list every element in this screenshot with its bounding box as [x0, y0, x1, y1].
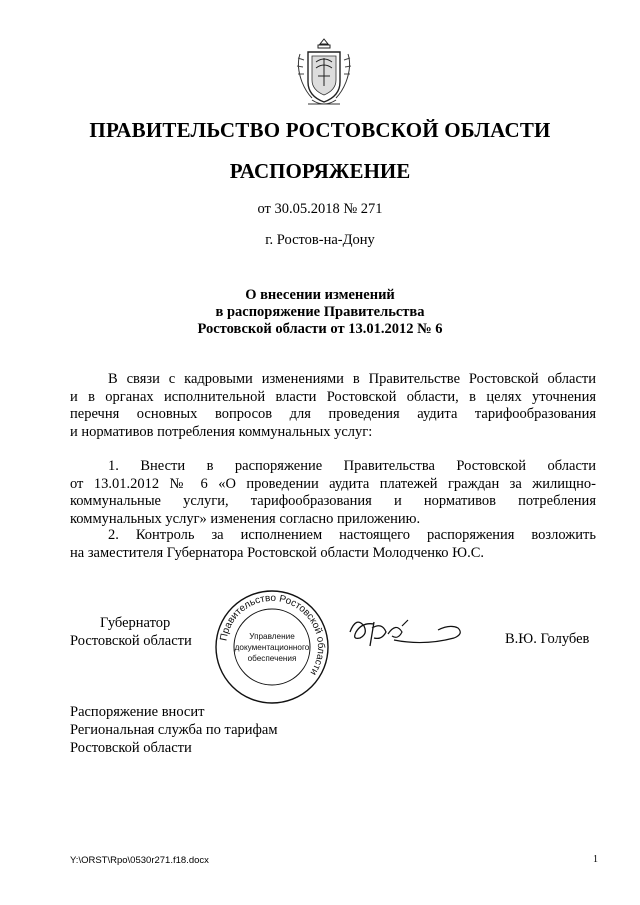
file-path: Y:\ORST\Rpo\0530r271.f18.docx	[70, 855, 209, 866]
document-date-number: от 30.05.2018 № 271	[257, 201, 383, 217]
paragraph-line: коммунальных услуг» изменения согласно приложению.	[70, 510, 421, 527]
subject-line: О внесении изменений	[245, 287, 395, 303]
stamp-center-line: Управление	[249, 632, 295, 641]
organization-title: ПРАВИТЕЛЬСТВО РОСТОВСКОЙ ОБЛАСТИ	[89, 118, 551, 142]
submitted-by-line: Региональная служба по тарифам	[70, 722, 278, 738]
submitted-by-line: Распоряжение вносит	[70, 704, 205, 720]
signer-position-line: Ростовской области	[70, 633, 192, 649]
page-number: 1	[593, 854, 598, 865]
document-subject	[0, 287, 640, 338]
stamp-center-line: документационного	[234, 643, 310, 652]
submitted-by-line: Ростовской области	[70, 740, 192, 756]
paragraph-line: и нормативов потребления коммунальных услуг:	[70, 423, 373, 440]
document-type: РАСПОРЯЖЕНИЕ	[229, 159, 411, 183]
paragraph-line: коммунальные услуги, тарифообразования и нормативов потребления	[70, 493, 596, 510]
paragraph-line: и в органах исполнительной власти Ростовской области, в целях уточнения	[70, 388, 596, 405]
subject-line: Ростовской области от 13.01.2012 № 6	[197, 321, 443, 337]
stamp-center-line: обеспечения	[247, 654, 297, 663]
document-city: г. Ростов-на-Дону	[265, 232, 375, 248]
signer-position	[70, 614, 192, 650]
item-2-paragraph	[70, 527, 596, 562]
paragraph-line: В связи с кадровыми изменениями в Правительстве Ростовской области	[108, 371, 596, 387]
preamble-paragraph	[70, 371, 596, 441]
paragraph-line: перечня основных вопросов для проведения аудита тарифообразования	[70, 406, 596, 423]
official-stamp-icon	[213, 588, 331, 706]
stamp-ring-text: Правительство Ростовской области	[218, 592, 327, 678]
signer-position-line: Губернатор	[100, 615, 171, 631]
signer-name: В.Ю. Голубев	[505, 631, 590, 647]
paragraph-line: на заместителя Губернатора Ростовской области Молодченко Ю.С.	[70, 544, 484, 561]
paragraph-line: 1. Внести в распоряжение Правительства Ростовской области	[108, 458, 596, 474]
submitted-by-block	[70, 703, 278, 757]
paragraph-line: от 13.01.2012 № 6 «О проведении аудита платежей граждан за жилищно-	[70, 475, 596, 492]
coat-of-arms-icon	[294, 36, 354, 112]
paragraph-line: 2. Контроль за исполнением настоящего распоряжения возложить	[108, 527, 596, 543]
subject-line: в распоряжение Правительства	[215, 304, 425, 320]
handwritten-signature-icon	[344, 612, 472, 652]
item-1-paragraph	[70, 458, 596, 528]
